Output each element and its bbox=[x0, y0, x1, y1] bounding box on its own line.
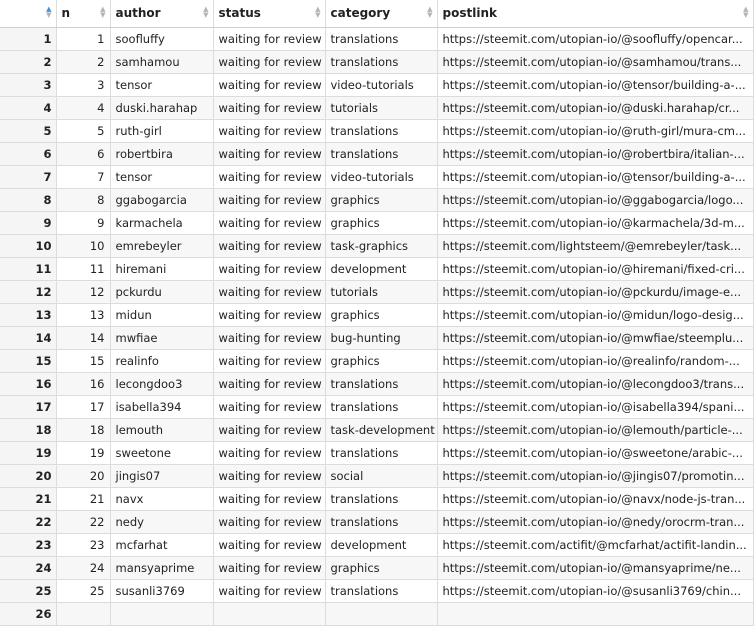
cell-status: waiting for review bbox=[213, 441, 325, 464]
cell-postlink[interactable]: https://steemit.com/actifit/@mcfarhat/actifit-landin... bbox=[437, 533, 753, 556]
row-number: 8 bbox=[0, 188, 56, 211]
cell-status: waiting for review bbox=[213, 27, 325, 50]
cell-postlink[interactable]: https://steemit.com/utopian-io/@realinfo/random-... bbox=[437, 349, 753, 372]
table-row bbox=[0, 533, 753, 556]
cell-status: waiting for review bbox=[213, 257, 325, 280]
cell-n: 11 bbox=[56, 257, 110, 280]
row-number: 1 bbox=[0, 27, 56, 50]
table-row bbox=[0, 119, 753, 142]
table-row bbox=[0, 96, 753, 119]
cell-category: social bbox=[325, 464, 437, 487]
cell-n: 2 bbox=[56, 50, 110, 73]
cell-postlink[interactable]: https://steemit.com/utopian-io/@lecongdoo3/trans... bbox=[437, 372, 753, 395]
cell-postlink[interactable]: https://steemit.com/utopian-io/@lemouth/particle-... bbox=[437, 418, 753, 441]
row-number: 9 bbox=[0, 211, 56, 234]
cell-author: karmachela bbox=[110, 211, 213, 234]
cell-author: pckurdu bbox=[110, 280, 213, 303]
table-row bbox=[0, 50, 753, 73]
cell-category: graphics bbox=[325, 303, 437, 326]
table-row bbox=[0, 441, 753, 464]
table-row bbox=[0, 211, 753, 234]
cell-postlink[interactable] bbox=[437, 602, 753, 625]
table-row bbox=[0, 142, 753, 165]
cell-category bbox=[325, 602, 437, 625]
cell-category: video-tutorials bbox=[325, 73, 437, 96]
row-number: 15 bbox=[0, 349, 56, 372]
cell-postlink[interactable]: https://steemit.com/utopian-io/@karmachela/3d-m... bbox=[437, 211, 753, 234]
cell-n: 3 bbox=[56, 73, 110, 96]
cell-n bbox=[56, 602, 110, 625]
row-number: 23 bbox=[0, 533, 56, 556]
cell-author: nedy bbox=[110, 510, 213, 533]
table-row bbox=[0, 349, 753, 372]
cell-category: graphics bbox=[325, 556, 437, 579]
row-number: 20 bbox=[0, 464, 56, 487]
cell-category: translations bbox=[325, 50, 437, 73]
cell-status: waiting for review bbox=[213, 372, 325, 395]
cell-postlink[interactable]: https://steemit.com/utopian-io/@pckurdu/image-e... bbox=[437, 280, 753, 303]
cell-category: translations bbox=[325, 119, 437, 142]
cell-author: mansyaprime bbox=[110, 556, 213, 579]
cell-status: waiting for review bbox=[213, 579, 325, 602]
cell-category: tutorials bbox=[325, 280, 437, 303]
column-header-status[interactable] bbox=[213, 0, 325, 27]
table-row bbox=[0, 556, 753, 579]
cell-n: 21 bbox=[56, 487, 110, 510]
cell-author bbox=[110, 602, 213, 625]
table-row bbox=[0, 257, 753, 280]
cell-category: graphics bbox=[325, 188, 437, 211]
table-row bbox=[0, 165, 753, 188]
cell-author: sweetone bbox=[110, 441, 213, 464]
cell-status: waiting for review bbox=[213, 418, 325, 441]
cell-status: waiting for review bbox=[213, 349, 325, 372]
cell-category: translations bbox=[325, 395, 437, 418]
cell-n: 18 bbox=[56, 418, 110, 441]
header-row bbox=[0, 0, 753, 27]
cell-author: susanli3769 bbox=[110, 579, 213, 602]
sort-arrows-icon[interactable]: ▲ ▼ bbox=[100, 5, 106, 19]
cell-status: waiting for review bbox=[213, 464, 325, 487]
cell-status: waiting for review bbox=[213, 119, 325, 142]
cell-postlink[interactable]: https://steemit.com/utopian-io/@ruth-girl/mura-cm... bbox=[437, 119, 753, 142]
cell-n: 1 bbox=[56, 27, 110, 50]
cell-n: 14 bbox=[56, 326, 110, 349]
cell-author: mwfiae bbox=[110, 326, 213, 349]
cell-author: duski.harahap bbox=[110, 96, 213, 119]
table-row bbox=[0, 464, 753, 487]
cell-status bbox=[213, 602, 325, 625]
cell-status: waiting for review bbox=[213, 188, 325, 211]
row-number: 3 bbox=[0, 73, 56, 96]
row-number: 25 bbox=[0, 579, 56, 602]
row-number: 6 bbox=[0, 142, 56, 165]
cell-author: tensor bbox=[110, 73, 213, 96]
row-number: 14 bbox=[0, 326, 56, 349]
table-row bbox=[0, 510, 753, 533]
cell-status: waiting for review bbox=[213, 487, 325, 510]
cell-status: waiting for review bbox=[213, 50, 325, 73]
cell-postlink[interactable]: https://steemit.com/utopian-io/@mwfiae/steemplu... bbox=[437, 326, 753, 349]
column-header-rowid[interactable] bbox=[0, 0, 56, 27]
cell-status: waiting for review bbox=[213, 303, 325, 326]
cell-category: development bbox=[325, 257, 437, 280]
cell-category: tutorials bbox=[325, 96, 437, 119]
cell-author: emrebeyler bbox=[110, 234, 213, 257]
cell-n: 20 bbox=[56, 464, 110, 487]
table-row bbox=[0, 73, 753, 96]
row-number: 5 bbox=[0, 119, 56, 142]
column-header-postlink[interactable] bbox=[437, 0, 753, 27]
cell-category: graphics bbox=[325, 349, 437, 372]
row-number: 7 bbox=[0, 165, 56, 188]
table-row bbox=[0, 487, 753, 510]
cell-status: waiting for review bbox=[213, 280, 325, 303]
cell-author: jingis07 bbox=[110, 464, 213, 487]
table-row bbox=[0, 188, 753, 211]
table-row bbox=[0, 280, 753, 303]
cell-category: translations bbox=[325, 510, 437, 533]
cell-postlink[interactable]: https://steemit.com/utopian-io/@samhamou/trans... bbox=[437, 50, 753, 73]
cell-category: graphics bbox=[325, 211, 437, 234]
column-header-label: status bbox=[218, 6, 261, 21]
cell-postlink[interactable]: https://steemit.com/utopian-io/@tensor/building-a-... bbox=[437, 165, 753, 188]
cell-status: waiting for review bbox=[213, 142, 325, 165]
row-number: 22 bbox=[0, 510, 56, 533]
column-header-label: category bbox=[330, 6, 391, 21]
table-body bbox=[0, 27, 753, 625]
cell-n: 4 bbox=[56, 96, 110, 119]
cell-n: 6 bbox=[56, 142, 110, 165]
column-header-label: author bbox=[115, 6, 161, 21]
cell-n: 22 bbox=[56, 510, 110, 533]
sort-arrows-icon[interactable]: ▲ ▼ bbox=[427, 5, 433, 19]
table-row bbox=[0, 602, 753, 625]
cell-postlink[interactable]: https://steemit.com/utopian-io/@robertbira/italian-... bbox=[437, 142, 753, 165]
row-number: 16 bbox=[0, 372, 56, 395]
cell-postlink[interactable]: https://steemit.com/utopian-io/@duski.harahap/cr... bbox=[437, 96, 753, 119]
cell-n: 16 bbox=[56, 372, 110, 395]
cell-author: samhamou bbox=[110, 50, 213, 73]
cell-status: waiting for review bbox=[213, 211, 325, 234]
cell-author: realinfo bbox=[110, 349, 213, 372]
cell-status: waiting for review bbox=[213, 73, 325, 96]
cell-postlink[interactable]: https://steemit.com/utopian-io/@tensor/building-a-... bbox=[437, 73, 753, 96]
cell-n: 9 bbox=[56, 211, 110, 234]
cell-author: ggabogarcia bbox=[110, 188, 213, 211]
table-row bbox=[0, 27, 753, 50]
table-row bbox=[0, 395, 753, 418]
cell-category: translations bbox=[325, 142, 437, 165]
column-header-n[interactable] bbox=[56, 0, 110, 27]
cell-author: isabella394 bbox=[110, 395, 213, 418]
cell-status: waiting for review bbox=[213, 96, 325, 119]
row-number: 17 bbox=[0, 395, 56, 418]
cell-n: 17 bbox=[56, 395, 110, 418]
cell-postlink[interactable]: https://steemit.com/utopian-io/@navx/node-js-tran... bbox=[437, 487, 753, 510]
cell-status: waiting for review bbox=[213, 556, 325, 579]
table-row bbox=[0, 303, 753, 326]
cell-category: bug-hunting bbox=[325, 326, 437, 349]
column-header-author[interactable] bbox=[110, 0, 213, 27]
sort-arrows-icon[interactable]: ▲ ▼ bbox=[315, 5, 321, 19]
table-row bbox=[0, 579, 753, 602]
cell-postlink[interactable]: https://steemit.com/utopian-io/@soofluffy/opencar... bbox=[437, 27, 753, 50]
cell-author: robertbira bbox=[110, 142, 213, 165]
cell-n: 15 bbox=[56, 349, 110, 372]
cell-author: lecongdoo3 bbox=[110, 372, 213, 395]
cell-category: translations bbox=[325, 487, 437, 510]
row-number: 12 bbox=[0, 280, 56, 303]
cell-postlink[interactable]: https://steemit.com/utopian-io/@hiremani/fixed-cri... bbox=[437, 257, 753, 280]
cell-n: 19 bbox=[56, 441, 110, 464]
cell-author: midun bbox=[110, 303, 213, 326]
cell-category: video-tutorials bbox=[325, 165, 437, 188]
cell-n: 8 bbox=[56, 188, 110, 211]
cell-author: navx bbox=[110, 487, 213, 510]
sort-arrows-icon[interactable]: ▲ ▼ bbox=[203, 5, 209, 19]
cell-category: task-development bbox=[325, 418, 437, 441]
cell-n: 13 bbox=[56, 303, 110, 326]
row-number: 2 bbox=[0, 50, 56, 73]
cell-status: waiting for review bbox=[213, 533, 325, 556]
sort-arrows-icon[interactable]: ▲ ▼ bbox=[46, 5, 52, 19]
row-number: 13 bbox=[0, 303, 56, 326]
cell-status: waiting for review bbox=[213, 234, 325, 257]
cell-n: 25 bbox=[56, 579, 110, 602]
row-number: 26 bbox=[0, 602, 56, 625]
cell-postlink[interactable]: https://steemit.com/utopian-io/@ggabogarcia/logo... bbox=[437, 188, 753, 211]
cell-n: 7 bbox=[56, 165, 110, 188]
column-header-label: n bbox=[61, 6, 71, 21]
cell-author: tensor bbox=[110, 165, 213, 188]
cell-postlink[interactable]: https://steemit.com/utopian-io/@midun/logo-desig... bbox=[437, 303, 753, 326]
cell-category: translations bbox=[325, 27, 437, 50]
cell-n: 10 bbox=[56, 234, 110, 257]
table-row bbox=[0, 326, 753, 349]
cell-author: ruth-girl bbox=[110, 119, 213, 142]
cell-status: waiting for review bbox=[213, 326, 325, 349]
cell-postlink[interactable]: https://steemit.com/utopian-io/@isabella394/spani... bbox=[437, 395, 753, 418]
row-number: 21 bbox=[0, 487, 56, 510]
row-number: 18 bbox=[0, 418, 56, 441]
cell-postlink[interactable]: https://steemit.com/utopian-io/@mansyaprime/ne... bbox=[437, 556, 753, 579]
row-number: 10 bbox=[0, 234, 56, 257]
table-row bbox=[0, 234, 753, 257]
cell-author: soofluffy bbox=[110, 27, 213, 50]
cell-status: waiting for review bbox=[213, 510, 325, 533]
cell-category: task-graphics bbox=[325, 234, 437, 257]
cell-author: lemouth bbox=[110, 418, 213, 441]
cell-author: mcfarhat bbox=[110, 533, 213, 556]
cell-category: translations bbox=[325, 441, 437, 464]
row-number: 24 bbox=[0, 556, 56, 579]
cell-postlink[interactable]: https://steemit.com/utopian-io/@susanli3769/chin... bbox=[437, 579, 753, 602]
cell-author: hiremani bbox=[110, 257, 213, 280]
cell-n: 5 bbox=[56, 119, 110, 142]
cell-category: translations bbox=[325, 372, 437, 395]
cell-n: 23 bbox=[56, 533, 110, 556]
table-row bbox=[0, 372, 753, 395]
cell-n: 24 bbox=[56, 556, 110, 579]
column-header-category[interactable] bbox=[325, 0, 437, 27]
cell-status: waiting for review bbox=[213, 165, 325, 188]
cell-postlink[interactable]: https://steemit.com/utopian-io/@jingis07/promotin... bbox=[437, 464, 753, 487]
row-number: 11 bbox=[0, 257, 56, 280]
cell-status: waiting for review bbox=[213, 395, 325, 418]
cell-category: development bbox=[325, 533, 437, 556]
cell-postlink[interactable]: https://steemit.com/utopian-io/@nedy/orocrm-tran... bbox=[437, 510, 753, 533]
sort-arrows-icon[interactable]: ▲ ▼ bbox=[743, 5, 749, 19]
cell-postlink[interactable]: https://steemit.com/utopian-io/@sweetone/arabic-... bbox=[437, 441, 753, 464]
row-number: 4 bbox=[0, 96, 56, 119]
cell-n: 12 bbox=[56, 280, 110, 303]
column-header-label: postlink bbox=[442, 6, 497, 21]
cell-postlink[interactable]: https://steemit.com/lightsteem/@emrebeyler/task... bbox=[437, 234, 753, 257]
table-row bbox=[0, 418, 753, 441]
row-number: 19 bbox=[0, 441, 56, 464]
cell-category: translations bbox=[325, 579, 437, 602]
